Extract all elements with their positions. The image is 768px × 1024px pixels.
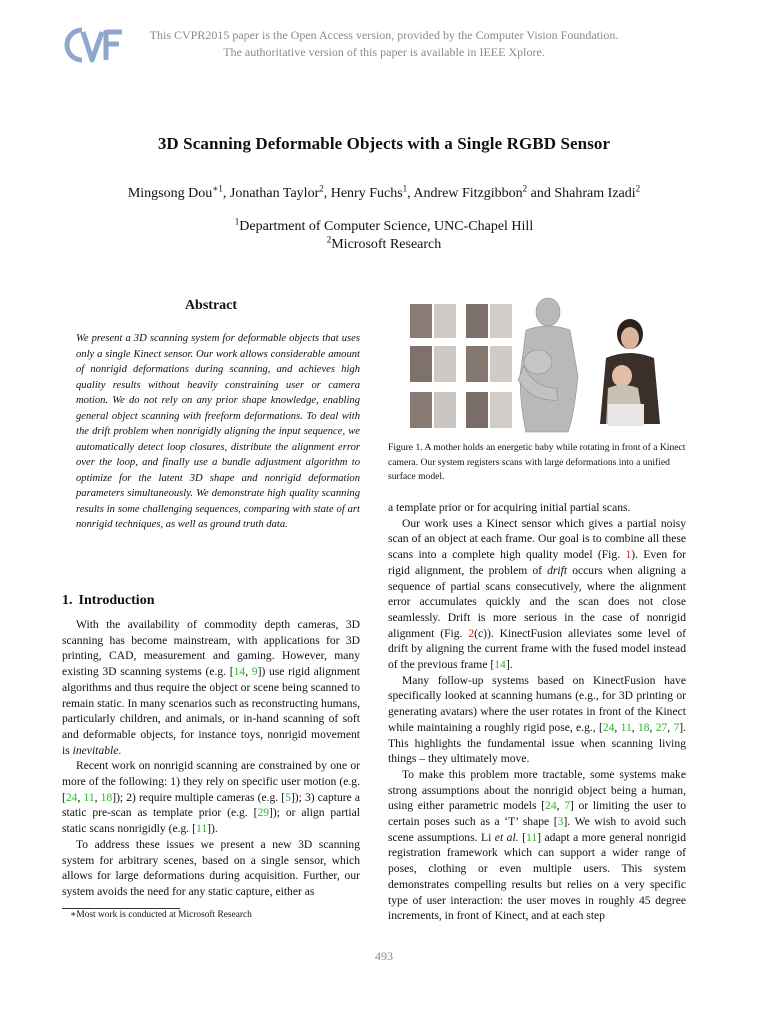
right-column-text [388, 500, 686, 924]
figure-ref-link[interactable]: 2 [468, 626, 475, 640]
paper-title: 3D Scanning Deformable Objects with a Single RGBD Sensor [157, 134, 611, 153]
author-name: Jonathan Taylor [229, 186, 320, 201]
rgb-photo [594, 319, 666, 434]
citation-link[interactable]: 24 [65, 790, 78, 804]
citation-link[interactable]: 7 [673, 720, 680, 734]
open-access-banner [0, 27, 768, 61]
page-number: 493 [375, 949, 393, 963]
abstract-body: We present a 3D scanning system for deformable objects that uses only a single Kinect sensor. Our work allows considerable amount of nonrigid deformations during scanning, and achieves high quality results without heavily constraining user or camera motion. We do not rely on any prior shape knowledge, enabling general object scanning with freeform deformations. To deal with the drift problem when nonrigidly aligning the input sequence, we automatically detect loop closures, distribute the alignment error over the loop, and finally use a bundle adjustment algorithm to optimize for the latent 3D shape and nonrigid deformation parameters simultaneously. We demonstrate high quality scanning results in some challenging sequences, comparing with state of art nonrigid techniques, as well as ground truth data. [76, 333, 360, 530]
paragraph: Many follow-up systems based on KinectFusion have specifically looked at scanning humans (e.g., for 3D printing or generating avatars) where the user rotates in front of the Kinect while maintaining a roughly rigid pose, e.g., [24, 11, 18, 27, 7]. This highlights the fundamental issue when scanning living things – they ultimately move. [388, 673, 687, 766]
figure-illustration [408, 296, 670, 436]
affiliations [0, 218, 768, 254]
author-mark: 1 [402, 183, 408, 194]
author-name: Shahram Izadi [554, 186, 636, 201]
author-name: Henry Fuchs [330, 186, 403, 201]
author-sep: , [222, 186, 230, 201]
figure-1-caption: Figure 1. A mother holds an energetic baby while rotating in front of a Kinect camera. Our system registers scans with large deformations into a unified surface model. [388, 442, 686, 482]
affil-mark: 2 [326, 234, 332, 245]
scan-thumbnails [410, 304, 512, 428]
citation-link[interactable]: 29 [257, 806, 270, 820]
citation-link[interactable]: 9 [251, 665, 258, 679]
paragraph: a template prior or for acquiring initial partial scans. [388, 501, 631, 514]
banner-line-2: The authoritative version of this paper is available in IEEE Xplore. [223, 45, 545, 59]
affiliation-1 [0, 218, 768, 236]
citation-link[interactable]: 24 [602, 720, 615, 734]
citation-link[interactable]: 3 [557, 815, 564, 829]
author-sep: , [323, 186, 331, 201]
citation-link[interactable]: 5 [285, 790, 291, 804]
section-number: 1. [62, 593, 73, 608]
figure-ref-link[interactable]: 1 [625, 548, 632, 562]
paragraph: To address these issues we present a new 3D scanning system for arbitrary scenes, based on a single sensor, which allows for large deformations during acquisition. Further, our system avoids the need for any static capture, either as [62, 837, 360, 898]
author-list [0, 183, 768, 202]
citation-link[interactable]: 7 [564, 799, 570, 813]
author-mark: 2 [635, 183, 641, 194]
paragraph: With the availability of commodity depth cameras, 3D scanning has become mainstream, with applications for 3D printing, CAD, measurement and gaming. However, many existing 3D scanning systems (e.g. [14, 9]) use rigid alignment algorithms and thus require the object or scene being scanned to remain static. In many scenarios such as reconstructing humans, particularly children, and animals, or in-hand scanning of soft and deformable objects, for instance toys, nonrigid movement is inevitable. [62, 618, 361, 757]
citation-link[interactable]: 11 [525, 830, 538, 844]
citation-link[interactable]: 18 [100, 790, 113, 804]
citation-link[interactable]: 11 [620, 720, 632, 734]
affil-text: Department of Computer Science, UNC-Chapel Hill [239, 219, 534, 234]
citation-link[interactable]: 24 [545, 799, 557, 813]
paragraph: Our work uses a Kinect sensor which gives a partial noisy scan of an object at each frame. Our goal is to combine all these scans into a complete high quality model (Fig. 1). Even for rigid alignment, the problem of drift occurs when aligning a sequence of partial scans consecutively, where the alignment error accumulates quickly and the scan does not close seamlessly. Drift is more serious in the case of nonrigid alignment (Fig. 2(c)). KinectFusion alleviates some level of drift by aligning the current frame with the fused model instead of the previous frame [14]. [388, 516, 686, 672]
section-title: Introduction [78, 593, 155, 608]
abstract-heading: Abstract [184, 298, 238, 313]
author-mark: ∗1 [212, 183, 223, 194]
author-mark: 2 [319, 183, 324, 194]
citation-link[interactable]: 11 [195, 822, 208, 836]
3d-surface-model [518, 298, 578, 432]
author-name: Mingsong Dou [127, 186, 213, 201]
citation-link[interactable]: 14 [494, 658, 506, 672]
footnote: ∗Most work is conducted at Microsoft Research [70, 910, 252, 920]
affil-mark: 1 [234, 216, 240, 227]
author-name: Andrew Fitzgibbon [413, 186, 523, 201]
affiliation-2 [0, 236, 768, 254]
citation-link[interactable]: 11 [83, 790, 95, 804]
section-heading-introduction [62, 593, 360, 609]
banner-line-1: This CVPR2015 paper is the Open Access version, provided by the Computer Vision Foundation. [149, 28, 619, 42]
affil-text: Microsoft Research [331, 237, 442, 252]
paragraph: To make this problem more tractable, some systems make strong assumptions about the nonrigid object being a human, using either parametric models [24, 7] or limiting the user to certain poses such as a ‘T’ shape [3]. We wish to avoid such scene assumptions. Li et al. [11] adapt a more general nonrigid registration framework which can support a wider range of poses, clothing or even multiple users. This system demonstrates compelling results but relies on a very specific type of user interaction: the user moves in roughly 45 degree increments, in front of Kinect, and at each step [388, 767, 686, 923]
author-sep: and [527, 186, 555, 201]
author-mark: 2 [522, 183, 528, 194]
introduction-text [62, 617, 360, 900]
citation-link[interactable]: 27 [655, 720, 668, 734]
citation-link[interactable]: 14 [233, 665, 246, 679]
author-sep: , [407, 186, 414, 201]
paragraph: Recent work on nonrigid scanning are constrained by one or more of the following: 1) they rely on specific user motion (e.g. [24, 11, 18]); 2) require multiple cameras (e.g. [5]); 3) capture a static pre-scan as template prior (e.g. [29]); or align partial static scans nonrigidly (e.g. [11]). [62, 759, 361, 836]
figure-1-image [408, 296, 670, 436]
citation-link[interactable]: 18 [637, 720, 650, 734]
